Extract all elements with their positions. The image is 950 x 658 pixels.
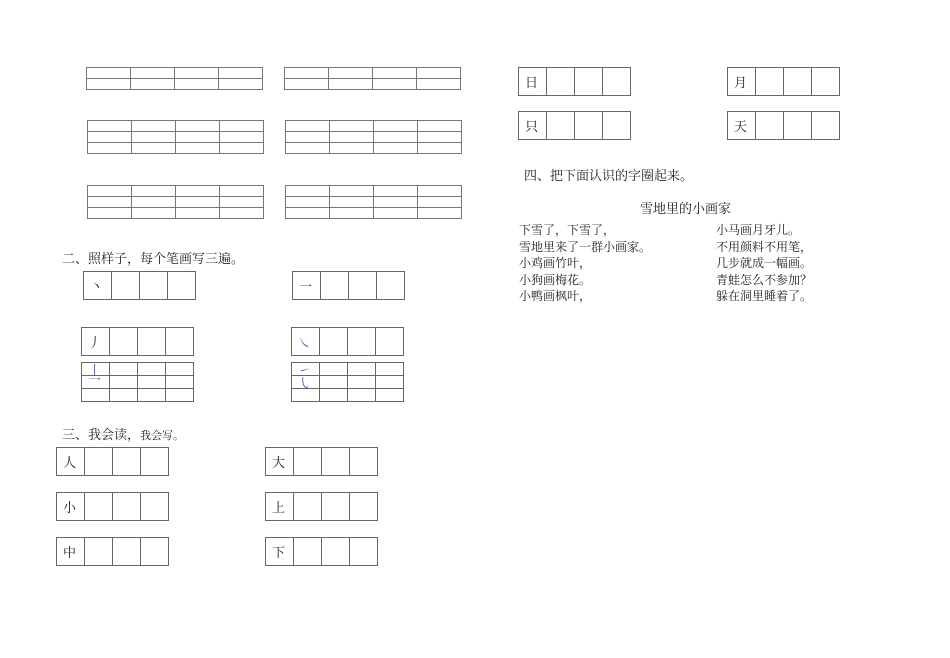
writing-cell[interactable]	[112, 492, 141, 521]
writing-cell[interactable]	[165, 362, 194, 376]
writing-cell[interactable]	[293, 492, 322, 521]
writing-cell[interactable]	[319, 375, 348, 389]
char-row	[265, 492, 378, 521]
stroke-row	[81, 388, 194, 402]
poem-line: 不用颜料不用笔，	[716, 239, 813, 254]
writing-cell[interactable]	[137, 375, 166, 389]
writing-cell[interactable]	[574, 111, 603, 140]
writing-cell[interactable]	[137, 362, 166, 376]
char-label: 天	[734, 120, 748, 135]
writing-cell[interactable]	[375, 375, 404, 389]
writing-cell[interactable]	[375, 362, 404, 376]
pinyin-grid	[285, 185, 462, 219]
char-row	[727, 111, 840, 140]
char-row	[265, 447, 378, 476]
writing-cell[interactable]	[167, 271, 196, 300]
section-3-title-main: 三、我会读，	[62, 428, 141, 443]
writing-cell[interactable]	[375, 388, 404, 402]
writing-cell[interactable]	[84, 447, 113, 476]
writing-cell[interactable]	[319, 362, 348, 376]
stroke-row	[291, 388, 404, 402]
writing-cell[interactable]	[140, 492, 169, 521]
char-example-cell	[265, 447, 294, 476]
char-label: 月	[734, 76, 748, 91]
pinyin-grid	[86, 67, 263, 90]
pinyin-grid	[284, 67, 461, 90]
writing-cell[interactable]	[109, 362, 138, 376]
writing-cell[interactable]	[109, 375, 138, 389]
writing-cell[interactable]	[84, 537, 113, 566]
writing-cell[interactable]	[755, 67, 784, 96]
writing-cell[interactable]	[112, 447, 141, 476]
poem-title: 雪地里的小画家	[640, 202, 732, 217]
poem-line: 小鸡画竹叶，	[519, 256, 592, 270]
writing-cell[interactable]	[109, 388, 138, 402]
writing-cell[interactable]	[602, 67, 631, 96]
writing-cell[interactable]	[81, 388, 110, 402]
poem-line: 小鸭画枫叶，	[519, 289, 592, 303]
char-label: 日	[525, 76, 539, 91]
stroke-label: 乛	[88, 377, 102, 392]
stroke-label: ㇀	[298, 364, 312, 379]
poem-line: 躲在洞里睡着了。	[716, 289, 813, 303]
writing-cell[interactable]	[349, 447, 378, 476]
pinyin-grid	[87, 120, 264, 154]
stroke-row	[81, 327, 194, 356]
writing-cell[interactable]	[112, 537, 141, 566]
char-example-cell	[518, 111, 547, 140]
writing-cell[interactable]	[140, 537, 169, 566]
writing-cell[interactable]	[376, 271, 405, 300]
char-row	[56, 537, 169, 566]
writing-cell[interactable]	[349, 492, 378, 521]
char-label: 上	[272, 501, 286, 516]
writing-cell[interactable]	[165, 327, 194, 356]
writing-cell[interactable]	[347, 362, 376, 376]
char-example-cell	[518, 67, 547, 96]
pinyin-grid	[285, 120, 462, 154]
writing-cell[interactable]	[755, 111, 784, 140]
writing-cell[interactable]	[321, 492, 350, 521]
section-2-title: 二、照样子，每个笔画写三遍。	[62, 252, 245, 267]
char-row	[265, 537, 378, 566]
stroke-row	[83, 271, 196, 300]
poem-line: 几步就成一幅画。	[716, 256, 813, 270]
stroke-label: 亅	[88, 364, 102, 379]
stroke-row	[291, 375, 404, 392]
writing-cell[interactable]	[546, 111, 575, 140]
writing-cell[interactable]	[139, 271, 168, 300]
writing-cell[interactable]	[293, 447, 322, 476]
writing-cell[interactable]	[293, 537, 322, 566]
writing-cell[interactable]	[321, 537, 350, 566]
poem-line: 青蛙怎么不参加？	[716, 272, 813, 287]
char-label: 中	[63, 546, 77, 561]
writing-cell[interactable]	[546, 67, 575, 96]
writing-cell[interactable]	[602, 111, 631, 140]
char-example-cell	[727, 111, 756, 140]
writing-cell[interactable]	[347, 388, 376, 402]
writing-cell[interactable]	[319, 327, 348, 356]
stroke-row	[81, 375, 194, 392]
stroke-example-cell	[291, 327, 320, 356]
char-label: 小	[63, 501, 77, 516]
char-example-cell	[56, 537, 85, 566]
char-example-cell	[265, 537, 294, 566]
poem-left-column	[519, 222, 651, 305]
writing-cell[interactable]	[347, 327, 376, 356]
char-row	[56, 447, 169, 476]
writing-cell[interactable]	[811, 111, 840, 140]
writing-cell[interactable]	[319, 388, 348, 402]
stroke-example-cell	[291, 375, 320, 392]
writing-cell[interactable]	[165, 388, 194, 402]
stroke-example-cell	[83, 271, 112, 300]
char-label: 人	[63, 456, 77, 471]
char-row	[518, 67, 631, 96]
writing-cell[interactable]	[137, 388, 166, 402]
char-example-cell	[56, 447, 85, 476]
char-row	[56, 492, 169, 521]
char-label: 大	[272, 456, 286, 471]
writing-cell[interactable]	[375, 327, 404, 356]
stroke-label: 丶	[90, 280, 104, 295]
section-3-title-small: 我会写。	[140, 429, 185, 442]
writing-cell[interactable]	[291, 388, 320, 402]
char-label: 下	[272, 546, 286, 561]
stroke-row	[292, 271, 405, 300]
writing-cell[interactable]	[84, 492, 113, 521]
poem-line: 小狗画梅花。	[519, 272, 592, 287]
char-example-cell	[727, 67, 756, 96]
stroke-label: 一	[299, 280, 313, 295]
writing-cell[interactable]	[783, 111, 812, 140]
char-example-cell	[265, 492, 294, 521]
stroke-row	[291, 327, 404, 356]
writing-cell[interactable]	[137, 327, 166, 356]
writing-cell[interactable]	[349, 537, 378, 566]
writing-cell[interactable]	[140, 447, 169, 476]
writing-cell[interactable]	[109, 327, 138, 356]
poem-line: 下雪了，下雪了，	[519, 223, 616, 237]
writing-cell[interactable]	[348, 271, 377, 300]
writing-cell[interactable]	[320, 271, 349, 300]
stroke-label: ㇂	[298, 377, 312, 392]
writing-cell[interactable]	[574, 67, 603, 96]
stroke-example-cell	[292, 271, 321, 300]
char-example-cell	[56, 492, 85, 521]
writing-cell[interactable]	[811, 67, 840, 96]
writing-cell[interactable]	[321, 447, 350, 476]
poem-line: 小马画月牙儿。	[716, 223, 801, 237]
writing-cell[interactable]	[165, 375, 194, 389]
poem-right-column	[716, 222, 812, 305]
stroke-label: 丿	[88, 336, 102, 351]
section-3-title	[62, 424, 184, 443]
writing-cell[interactable]	[111, 271, 140, 300]
char-label: 只	[525, 120, 539, 135]
stroke-example-cell	[81, 327, 110, 356]
poem-line: 雪地里来了一群小画家。	[519, 239, 652, 254]
writing-cell[interactable]	[347, 375, 376, 389]
pinyin-grid	[87, 185, 264, 219]
stroke-label: ㇏	[298, 336, 312, 351]
writing-cell[interactable]	[783, 67, 812, 96]
char-row	[518, 111, 631, 140]
stroke-example-cell	[81, 375, 110, 392]
char-row	[727, 67, 840, 96]
section-4-title: 四、把下面认识的字圈起来。	[524, 169, 694, 184]
